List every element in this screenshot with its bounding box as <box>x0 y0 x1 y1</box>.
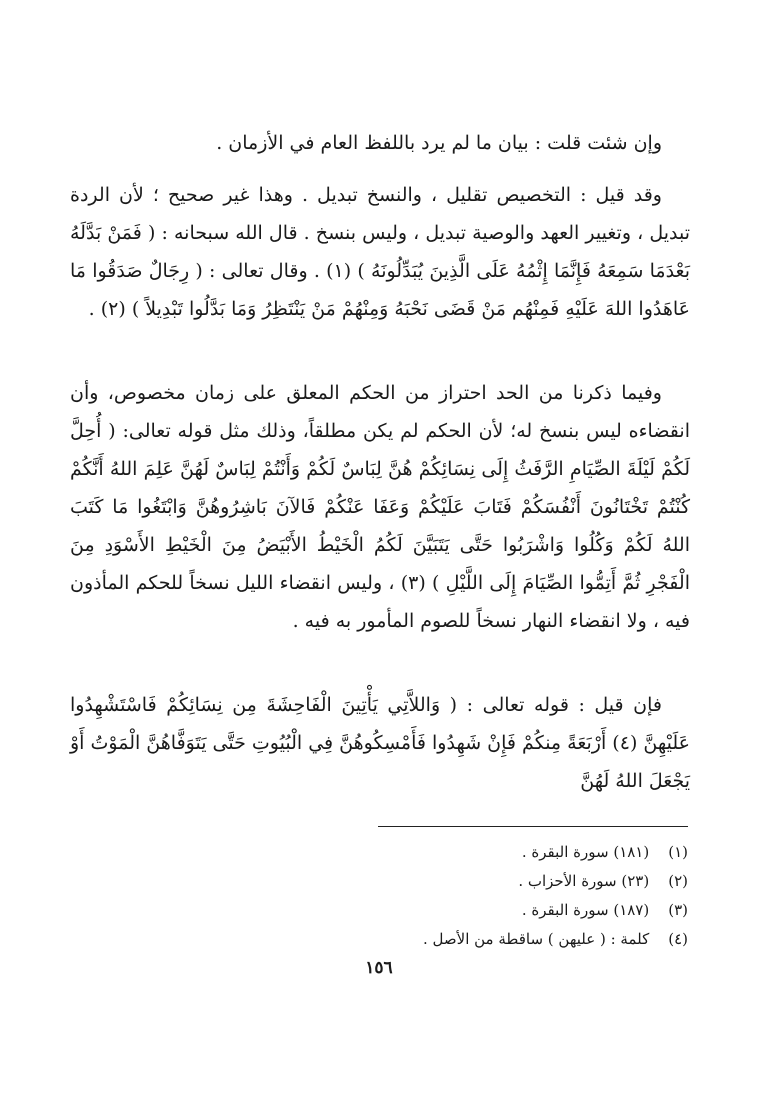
footnotes <box>300 838 688 954</box>
footnote-number: (٢) <box>668 872 688 890</box>
footnote-number: (١) <box>668 843 688 861</box>
paragraph-3-text: وفيما ذكرنا من الحد احتراز من الحكم المعلق على زمان مخصوص، وأن انقضاءه ليس بنسخ له؛ لأن الحكم لم يكن مطلقاً، وذلك مثل قوله تعالى: ( أُحِلَّ لَكُمْ لَيْلَةَ الصِّيَامِ الرَّفَثُ إِلَى نِسَائِكُمْ هُنَّ لِبَاسٌ لَكُمْ وَأَنْتُمْ لِبَاسٌ لَهُنَّ عَلِمَ اللهُ أَنَّكُمْ كُنْتُمْ تَخْتَانُونَ أَنْفُسَكُمْ فَتَابَ عَلَيْكُمْ وَعَفَا عَنْكُمْ فَالآنَ بَاشِرُوهُنَّ وَابْتَغُوا مَا كَتَبَ اللهُ لَكُمْ وَكُلُوا وَاشْرَبُوا حَتَّى يَتَبَيَّنَ لَكُمُ الْخَيْطُ الأَبْيَضُ مِنَ الْخَيْطِ الأَسْوَدِ مِنَ الْفَجْرِ ثُمَّ أَتِمُّوا الصِّيَامَ إِلَى اللَّيْلِ ) (٣) ، وليس انقضاء الليل نسخاً للحكم المأذون فيه ، ولا انقضاء النهار نسخاً للصوم المأمور به فيه . <box>70 382 690 632</box>
footnote-3 <box>300 896 688 925</box>
paragraph-3 <box>70 374 690 640</box>
footnote-divider <box>378 826 688 827</box>
paragraph-1 <box>70 124 690 162</box>
paragraph-4 <box>70 686 690 800</box>
footnote-4 <box>300 925 688 954</box>
footnote-1 <box>300 838 688 867</box>
footnote-2 <box>300 867 688 896</box>
page-number: ١٥٦ <box>365 958 393 978</box>
footnote-text: (١٨١) سورة البقرة . <box>521 843 650 861</box>
footnote-text: (٢٣) سورة الأحزاب . <box>518 872 650 890</box>
paragraph-2 <box>70 176 690 328</box>
paragraph-1-text: وإن شئت قلت : بيان ما لم يرد باللفظ العام في الأزمان . <box>216 132 662 154</box>
footnote-text: (١٨٧) سورة البقرة . <box>521 901 650 919</box>
footnote-text: كلمة : ( عليهن ) ساقطة من الأصل . <box>423 930 650 948</box>
paragraph-2-text: وقد قيل : التخصيص تقليل ، والنسخ تبديل . وهذا غير صحيح ؛ لأن الردة تبديل ، وتغيير العهد والوصية تبديل ، وليس بنسخ . قال الله سبحانه : ( فَمَنْ بَدَّلَهُ بَعْدَمَا سَمِعَهُ فَإِنَّمَا إِثْمُهُ عَلَى الَّذِينَ يُبَدِّلُونَهُ ) (١) . وقال تعالى : ( رِجَالٌ صَدَقُوا مَا عَاهَدُوا اللهَ عَلَيْهِ فَمِنْهُم مَنْ قَضَى نَحْبَهُ وَمِنْهُمْ مَنْ يَنْتَظِرُ وَمَا بَدَّلُوا تَبْدِيلاً ) (٢) . <box>70 184 690 320</box>
footnote-number: (٣) <box>668 901 688 919</box>
paragraph-4-text: فإن قيل : قوله تعالى : ( وَاللاَّتِي يَأْتِينَ الْفَاحِشَةَ مِن نِسَائِكُمْ فَاسْتَشْهِدُوا عَلَيْهِنَّ (٤) أَرْبَعَةً مِنكُمْ فَإِنْ شَهِدُوا فَأَمْسِكُوهُنَّ فِي الْبُيُوتِ حَتَّى يَتَوَفَّاهُنَّ الْمَوْتُ أَوْ يَجْعَلَ اللهُ لَهُنَّ <box>70 694 690 792</box>
footnote-number: (٤) <box>668 930 688 948</box>
